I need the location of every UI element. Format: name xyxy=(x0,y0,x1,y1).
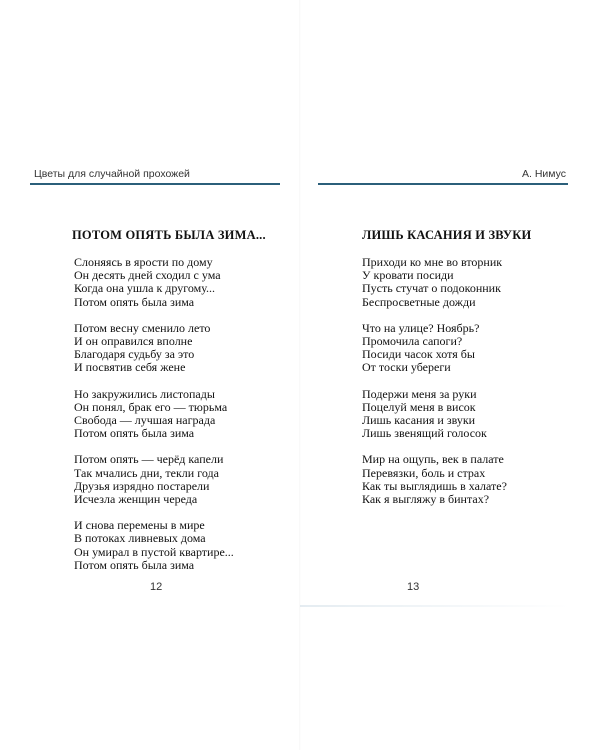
poem-line: Когда она ушла к другому... xyxy=(74,281,216,296)
poem-line: И снова перемены в мире xyxy=(74,518,205,533)
poem-line: Поцелуй меня в висок xyxy=(362,399,476,414)
poem-title-right: ЛИШЬ КАСАНИЯ И ЗВУКИ xyxy=(362,228,532,242)
stanza xyxy=(74,519,234,572)
poem-line: Что на улице? Ноябрь? xyxy=(362,320,480,335)
poem-line: Он десять дней сходил с ума xyxy=(74,268,221,283)
poem-line: Промочила сапоги? xyxy=(362,334,463,349)
poem-line: Потом опять была зима xyxy=(74,294,195,309)
poem-line: И он оправился вполне xyxy=(74,334,193,349)
poem-line: Подержи меня за руки xyxy=(362,386,477,401)
stanza xyxy=(362,388,507,441)
poem-line: Потом весну сменило лето xyxy=(74,320,211,335)
poem-line: Мир на ощупь, век в палате xyxy=(362,452,504,467)
header-rule-left xyxy=(30,183,280,185)
poem-line: В потоках ливневых дома xyxy=(74,531,206,546)
poem-line: Беспросветные дожди xyxy=(362,294,476,309)
stanza xyxy=(74,322,234,375)
poem-line: Он умирал в пустой квартире... xyxy=(74,544,234,559)
poem-line: Как ты выглядишь в халате? xyxy=(362,478,507,493)
running-head-right: А. Нимус xyxy=(521,168,566,180)
poem-line: Слоняясь в ярости по дому xyxy=(74,255,213,269)
footer-shading xyxy=(300,605,570,607)
stanza xyxy=(362,256,507,309)
stanza xyxy=(362,453,507,506)
stanza xyxy=(74,453,234,506)
poem-line: Так мчались дни, текли года xyxy=(74,465,219,480)
poem-line: Потом опять была зима xyxy=(74,557,195,572)
poem-line: Как я выгляжу в бинтах? xyxy=(362,492,490,507)
page-number-right: 13 xyxy=(407,581,420,593)
header-rule-right xyxy=(318,183,568,185)
poem-line: Потом опять была зима xyxy=(74,426,195,441)
stanza xyxy=(74,388,234,441)
poem-line: Приходи ко мне во вторник xyxy=(362,255,503,269)
stanza xyxy=(74,256,234,309)
poem-line: Исчезла женщин череда xyxy=(74,492,198,507)
poem-line: Посиди часок хотя бы xyxy=(362,347,475,362)
poem-line: Лишь звенящий голосок xyxy=(362,426,487,441)
poem-line: От тоски убереги xyxy=(362,360,451,375)
poem-left xyxy=(74,256,234,585)
poem-line: Свобода — лучшая награда xyxy=(74,413,216,428)
poem-title-left: ПОТОМ ОПЯТЬ БЫЛА ЗИМА... xyxy=(72,228,266,242)
poem-right xyxy=(362,256,507,519)
poem-line: Пусть стучат о подоконник xyxy=(362,281,501,296)
poem-line: Он понял, брак его — тюрьма xyxy=(74,399,228,414)
running-head-left: Цветы для случайной прохожей xyxy=(34,168,190,180)
poem-line: Лишь касания и звуки xyxy=(362,413,476,428)
stanza xyxy=(362,322,507,375)
poem-line: У кровати посиди xyxy=(362,268,454,283)
page-number-left: 12 xyxy=(150,581,163,593)
poem-line: И посвятив себя жене xyxy=(74,360,186,375)
right-page xyxy=(300,0,600,750)
poem-line: Перевязки, боль и страх xyxy=(362,465,486,480)
poem-line: Потом опять — черёд капели xyxy=(74,452,224,467)
poem-line: Благодаря судьбу за это xyxy=(74,347,195,362)
poem-line: Но закружились листопады xyxy=(74,386,215,401)
poem-line: Друзья изрядно постарели xyxy=(74,478,210,493)
